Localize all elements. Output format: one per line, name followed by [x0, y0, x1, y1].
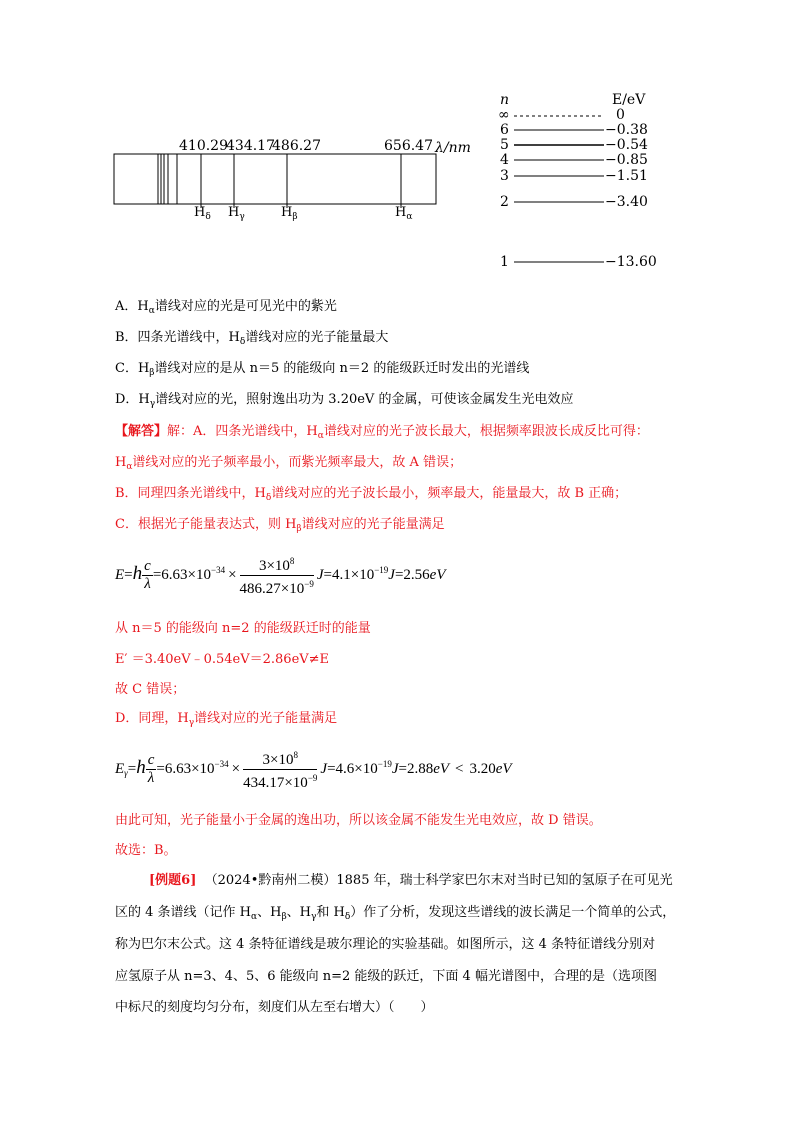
- option-d: D．$H_\gamma$谱线对应的光，照射逸出功为 3.20eV 的金属，可使该金属发生光电效应: [115, 392, 574, 409]
- level-e: 0: [616, 107, 625, 123]
- example-tag: [例题6]: [149, 873, 197, 888]
- level-n: ∞: [498, 107, 510, 123]
- answer-tag: 【解答】: [115, 424, 168, 439]
- answer-line-1: 【解答】解：A．四条光谱线中，$H_\alpha$谱线对应的光子波长最大，根据频率跟波长成反比可得：: [115, 424, 649, 441]
- wavelength-unit: λ/nm: [435, 140, 471, 156]
- example-line-3: 称为巴尔末公式。这 4 条特征谱线是玻尔理论的实验基础。如图所示，这 4 条特征谱线分别对: [115, 937, 656, 952]
- answer-line-3: B．同理四条光谱线中，$H_\delta$谱线对应的光子波长最小，频率最大，能量最大，故 B 正确；: [115, 486, 628, 503]
- level-e: −0.38: [605, 122, 648, 138]
- equation-photon-energy-gamma: $E_\gamma=h$ $\frac{c}{\lambda}$ $=6.63\times 10^{-34}$ × $\frac{3\times 10^8}{434.17\times 10^{-9}}$ $J=4.6\times 10^{-19}J=2.88eV < 3.20eV$: [115, 747, 512, 792]
- example-line-5: 中标尺的刻度均匀分布，刻度们从左至右增大）（ ）: [115, 1000, 434, 1015]
- line-label-h-delta: $H_\delta$: [194, 205, 211, 222]
- e-header: E/eV: [612, 92, 646, 108]
- answer-line-10: 故选：B。: [115, 843, 177, 858]
- answer-line-5: 从 n＝5 的能级向 n=2 的能级跃迁时的能量: [115, 621, 371, 636]
- wavelength-label: 434.17: [226, 138, 275, 154]
- line-label-h-alpha: $H_\alpha$: [395, 205, 413, 222]
- example-line-4: 应氢原子从 n=3、4、5、6 能级向 n=2 能级的跃迁，下面 4 幅光谱图中，合理的是（选项图: [115, 969, 657, 984]
- level-n: 1: [500, 254, 509, 270]
- level-e: −0.85: [605, 152, 648, 168]
- level-n: 4: [500, 152, 509, 168]
- level-n: 3: [500, 168, 509, 184]
- level-lines: [510, 110, 620, 270]
- example-line-1: [例题6] （2024•黔南州二模）1885 年，瑞士科学家巴尔末对当时已知的氢原子在可见光: [149, 873, 673, 888]
- answer-line-7: 故 C 错误；: [115, 682, 186, 697]
- line-label-h-beta: $H_\beta$: [281, 205, 298, 222]
- level-e: −1.51: [605, 168, 648, 184]
- answer-line-4: C．根据光子能量表达式，则 $H_\beta$谱线对应的光子能量满足: [115, 517, 445, 534]
- level-e: −13.60: [605, 254, 657, 270]
- answer-line-2: $H_\alpha$谱线对应的光子频率最小，而紫光频率最大，故 A 错误；: [115, 455, 463, 472]
- level-n: 2: [500, 194, 509, 210]
- level-e: −0.54: [605, 137, 648, 153]
- wavelength-label: 656.47: [384, 138, 433, 154]
- option-a: A．$H_\alpha$谱线对应的光是可见光中的紫光: [115, 299, 337, 316]
- option-b: B．四条光谱线中，$H_\delta$谱线对应的光子能量最大: [115, 330, 389, 347]
- answer-line-8: D．同理，$H_\gamma$谱线对应的光子能量满足: [115, 711, 338, 728]
- wavelength-label: 486.27: [272, 138, 321, 154]
- level-e: −3.40: [605, 194, 648, 210]
- spectrum-box: [110, 150, 440, 220]
- answer-line-6: E′ ＝3.40eV﹣0.54eV＝2.86eV≠E: [115, 652, 330, 667]
- answer-line-9: 由此可知，光子能量小于金属的逸出功，所以该金属不能发生光电效应，故 D 错误。: [115, 813, 602, 828]
- level-n: 5: [500, 137, 509, 153]
- n-header: n: [500, 92, 510, 108]
- level-n: 6: [500, 122, 509, 138]
- example-line-2: 区的 4 条谱线（记作 $H_\alpha$、$H_\beta$、$H_\gamma$和 $H_\delta$）作了分析，发现这些谱线的波长满足一个简单的公式，: [115, 905, 676, 922]
- equation-photon-energy-beta: E=h $\frac{c}{\lambda}$ $=6.63\times 10^{-34}$ × $\frac{3\times 10^8}{486.27\times 10^{-9}}$ $J=4.1\times 10^{-19}J=2.56eV$: [115, 553, 446, 598]
- option-c: C．$H_\beta$谱线对应的是从 n＝5 的能级向 n＝2 的能级跃迁时发出的光谱线: [115, 361, 530, 378]
- wavelength-label: 410.29: [179, 138, 228, 154]
- line-label-h-gamma: $H_\gamma$: [228, 205, 245, 222]
